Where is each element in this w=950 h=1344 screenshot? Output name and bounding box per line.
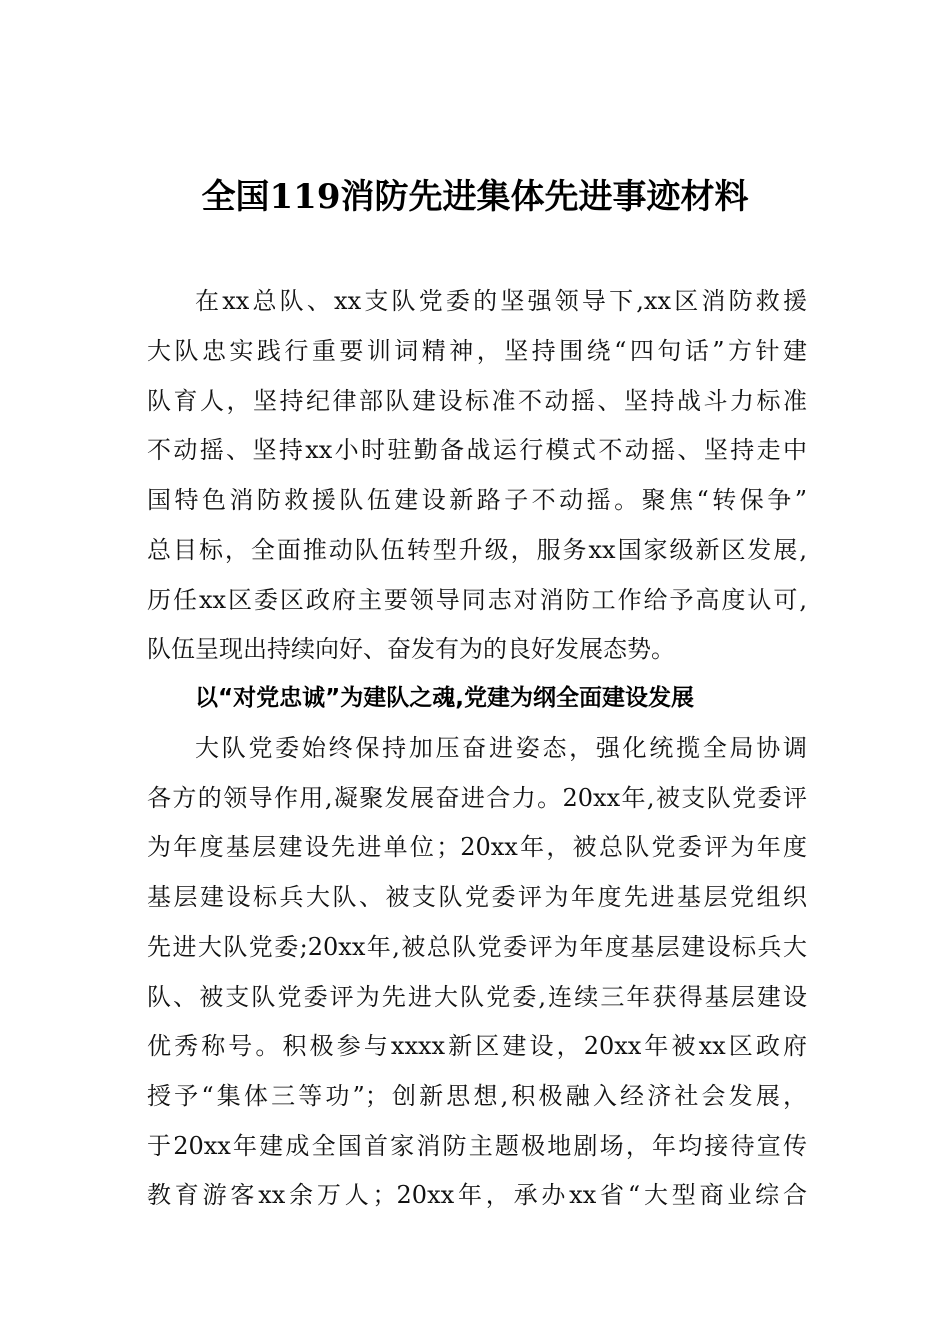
paragraph-line: 队伍呈现出持续向好、奋发有为的良好发展态势。 <box>147 635 675 663</box>
paragraph-line: 队、被支队党委评为先进大队党委,连续三年获得基层建设 <box>147 983 807 1011</box>
paragraph-line: 先进大队党委;20xx年,被总队党委评为年度基层建设标兵大 <box>147 933 807 961</box>
paragraph-line: 国特色消防救援队伍建设新路子不动摇。聚焦“转保争” <box>147 486 807 514</box>
paragraph-line: 授予“集体三等功”；创新思想,积极融入经济社会发展， <box>147 1082 807 1110</box>
paragraph-line: 优秀称号。积极参与xxxx新区建设，20xx年被xx区政府 <box>147 1032 807 1060</box>
paragraph-line: 大队党委始终保持加压奋进姿态，强化统揽全局协调 <box>195 734 807 762</box>
paragraph-line: 大队忠实践行重要训词精神，坚持围绕“四句话”方针建 <box>147 337 807 365</box>
paragraph-line: 教育游客xx余万人；20xx年，承办xx省“大型商业综合 <box>147 1181 807 1209</box>
paragraph-line: 在xx总队、xx支队党委的坚强领导下,xx区消防救援 <box>195 287 807 315</box>
section-heading: 以“对党忠诚”为建队之魂,党建为纲全面建设发展 <box>195 685 694 711</box>
paragraph-line: 不动摇、坚持xx小时驻勤备战运行模式不动摇、坚持走中 <box>147 436 807 464</box>
document-title: 全国119消防先进集体先进事迹材料 <box>201 177 749 217</box>
paragraph-line: 总目标，全面推动队伍转型升级，服务xx国家级新区发展, <box>147 536 807 564</box>
paragraph-line: 各方的领导作用,凝聚发展奋进合力。20xx年,被支队党委评 <box>147 784 807 812</box>
paragraph-line: 队育人，坚持纪律部队建设标准不动摇、坚持战斗力标准 <box>147 387 807 415</box>
paragraph-line: 基层建设标兵大队、被支队党委评为年度先进基层党组织 <box>147 883 807 911</box>
paragraph-line: 历任xx区委区政府主要领导同志对消防工作给予高度认可, <box>147 586 807 614</box>
paragraph-line: 于20xx年建成全国首家消防主题极地剧场，年均接待宣传 <box>147 1132 807 1160</box>
paragraph-line: 为年度基层建设先进单位；20xx年，被总队党委评为年度 <box>147 833 807 861</box>
